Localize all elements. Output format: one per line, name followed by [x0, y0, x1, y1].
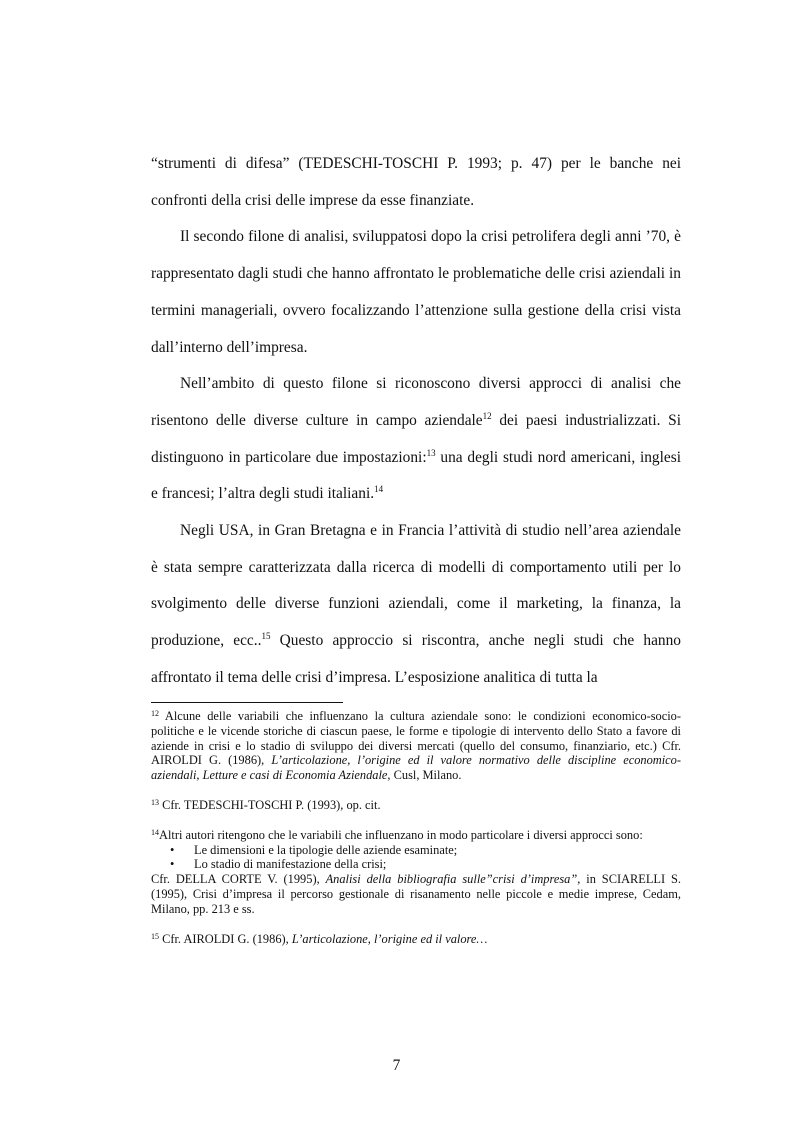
list-item: • Le dimensioni e la tipologie delle aziende esaminate;	[170, 842, 458, 857]
paragraph-3: Nell’ambito di questo filone si riconoscono diversi approcci di analisi che risentono delle diverse culture in campo aziendale$^{12}$ dei paesi industrializzati. Si distinguono in particolare due impostazioni:$^{13}$ una degli studi nord americani, inglesi e francesi; l’altra degli studi italiani.$^{14}$	[151, 375, 681, 503]
footnote-ref-14[interactable]: 14	[374, 484, 384, 495]
bullet-icon: •	[170, 842, 175, 857]
footnote-12: $^{12}$ Alcune delle variabili che influenzano la cultura aziendale sono: le condizioni economico-socio-politiche e le vicende storiche di ciascun paese, le forme e tipologie di intervento dello Stato a favore di aziende in crisi e lo stadio di sviluppo dei diversi mercati (quello del consumo, finanziario, etc.) Cfr. AIROLDI G. (1986), L’articolazione, l’origine ed il valore normativo delle discipline economico-aziendali, Letture e casi di Economia Aziendale, Cusl, Milano.	[151, 709, 682, 783]
footnote-13: $^{13}$ Cfr. TEDESCHI-TOSCHI P. (1993), op. cit.	[151, 797, 381, 812]
list-item: • Lo stadio di manifestazione della crisi;	[170, 857, 387, 872]
footnote-ref-13[interactable]: 13	[426, 447, 436, 458]
body-text	[151, 146, 681, 697]
paragraph-2: Il secondo filone di analisi, sviluppatosi dopo la crisi petrolifera degli anni ’70, è rappresentato dagli studi che hanno affrontato le problematiche delle crisi aziendali in termini manageriali, ovvero focalizzando l’attenzione sulla gestione della crisi vista dall’interno dell’impresa.	[151, 228, 681, 356]
paragraph-1: “strumenti di difesa” (TEDESCHI-TOSCHI P. 1993; p. 47) per le banche nei confronti della crisi delle imprese da esse finanziate.	[151, 155, 681, 209]
footnote-14-citation: Cfr. DELLA CORTE V. (1995), Analisi della bibliografia sulle”crisi d’impresa”, in SCIARELLI S. (1995), Crisi d’impresa il percorso gestionale di risanamento nelle piccole e medie imprese, Cedam, Milano, pp. 213 e ss.	[151, 872, 682, 916]
bullet-icon: •	[170, 857, 175, 872]
footnote-ref-12[interactable]: 12	[482, 410, 492, 421]
footnote-14	[151, 828, 681, 917]
footnote-15: $^{15}$ Cfr. AIROLDI G. (1986), L’articolazione, l’origine ed il valore…	[151, 931, 488, 946]
footnote-ref-15[interactable]: 15	[261, 631, 271, 642]
footnote-number: 13	[151, 797, 159, 807]
footnote-number: 15	[151, 931, 159, 941]
footnote-number: 12	[151, 709, 159, 718]
footnote-separator	[151, 702, 343, 703]
footnote-14-list	[151, 843, 681, 873]
page-number: 7	[392, 1057, 401, 1074]
footnote-number: 14	[151, 827, 159, 837]
footnotes	[151, 709, 681, 961]
footnote-14-intro: $^{14}$Altri autori ritengono che le variabili che influenzano in modo particolare i diversi approcci sono:	[151, 827, 643, 842]
paragraph-4: Negli USA, in Gran Bretagna e in Francia l’attività di studio nell’area aziendale è stata sempre caratterizzata dalla ricerca di modelli di comportamento utili per lo svolgimento delle diverse funzioni aziendali, come il marketing, la finanza, la produzione, ecc..$^{15}$ Questo approccio si riscontra, anche negli studi che hanno affrontato il tema delle crisi d’impresa. L’esposizione analitica di tutta la	[151, 522, 681, 686]
